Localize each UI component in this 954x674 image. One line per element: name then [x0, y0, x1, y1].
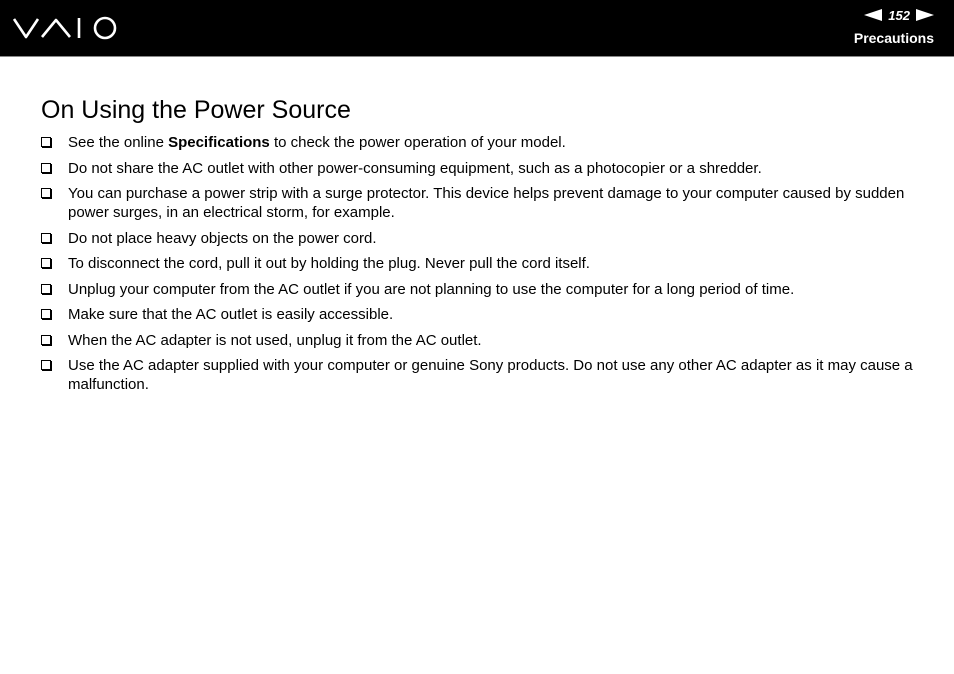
list-item: Use the AC adapter supplied with your computer or genuine Sony products. Do not use any other AC adapter as it may cause a malfunction.	[41, 356, 921, 394]
list-item: When the AC adapter is not used, unplug it from the AC outlet.	[41, 331, 921, 350]
vaio-logo	[12, 14, 122, 42]
checkbox-bullet-icon	[41, 284, 51, 294]
checkbox-bullet-icon	[41, 335, 51, 345]
checkbox-bullet-icon	[41, 258, 51, 268]
section-title: Precautions	[853, 30, 934, 46]
list-item: Do not share the AC outlet with other power-consuming equipment, such as a photocopier or a shredder.	[41, 159, 921, 178]
checkbox-bullet-icon	[41, 137, 51, 147]
checkbox-bullet-icon	[41, 163, 51, 173]
page-number: 152	[888, 7, 910, 23]
checkbox-bullet-icon	[41, 233, 51, 243]
checkbox-bullet-icon	[41, 309, 51, 319]
list-item: See the online Specifications to check the power operation of your model.	[41, 133, 921, 152]
list-item: Unplug your computer from the AC outlet if you are not planning to use the computer for a long period of time.	[41, 280, 921, 299]
checkbox-bullet-icon	[41, 360, 51, 370]
previous-page-icon[interactable]	[864, 9, 882, 21]
list-item: Make sure that the AC outlet is easily accessible.	[41, 305, 921, 324]
list-item: Do not place heavy objects on the power cord.	[41, 229, 921, 248]
specifications-link: Specifications	[168, 134, 270, 151]
page-title: On Using the Power Source	[41, 96, 351, 124]
page-header	[0, 0, 954, 57]
page-navigation	[864, 6, 934, 24]
precautions-list	[41, 133, 921, 401]
checkbox-bullet-icon	[41, 188, 51, 198]
next-page-icon[interactable]	[916, 9, 934, 21]
list-item: To disconnect the cord, pull it out by holding the plug. Never pull the cord itself.	[41, 254, 921, 273]
list-item: You can purchase a power strip with a surge protector. This device helps prevent damage to your computer caused by sudden power surges, in an electrical storm, for example.	[41, 184, 921, 222]
